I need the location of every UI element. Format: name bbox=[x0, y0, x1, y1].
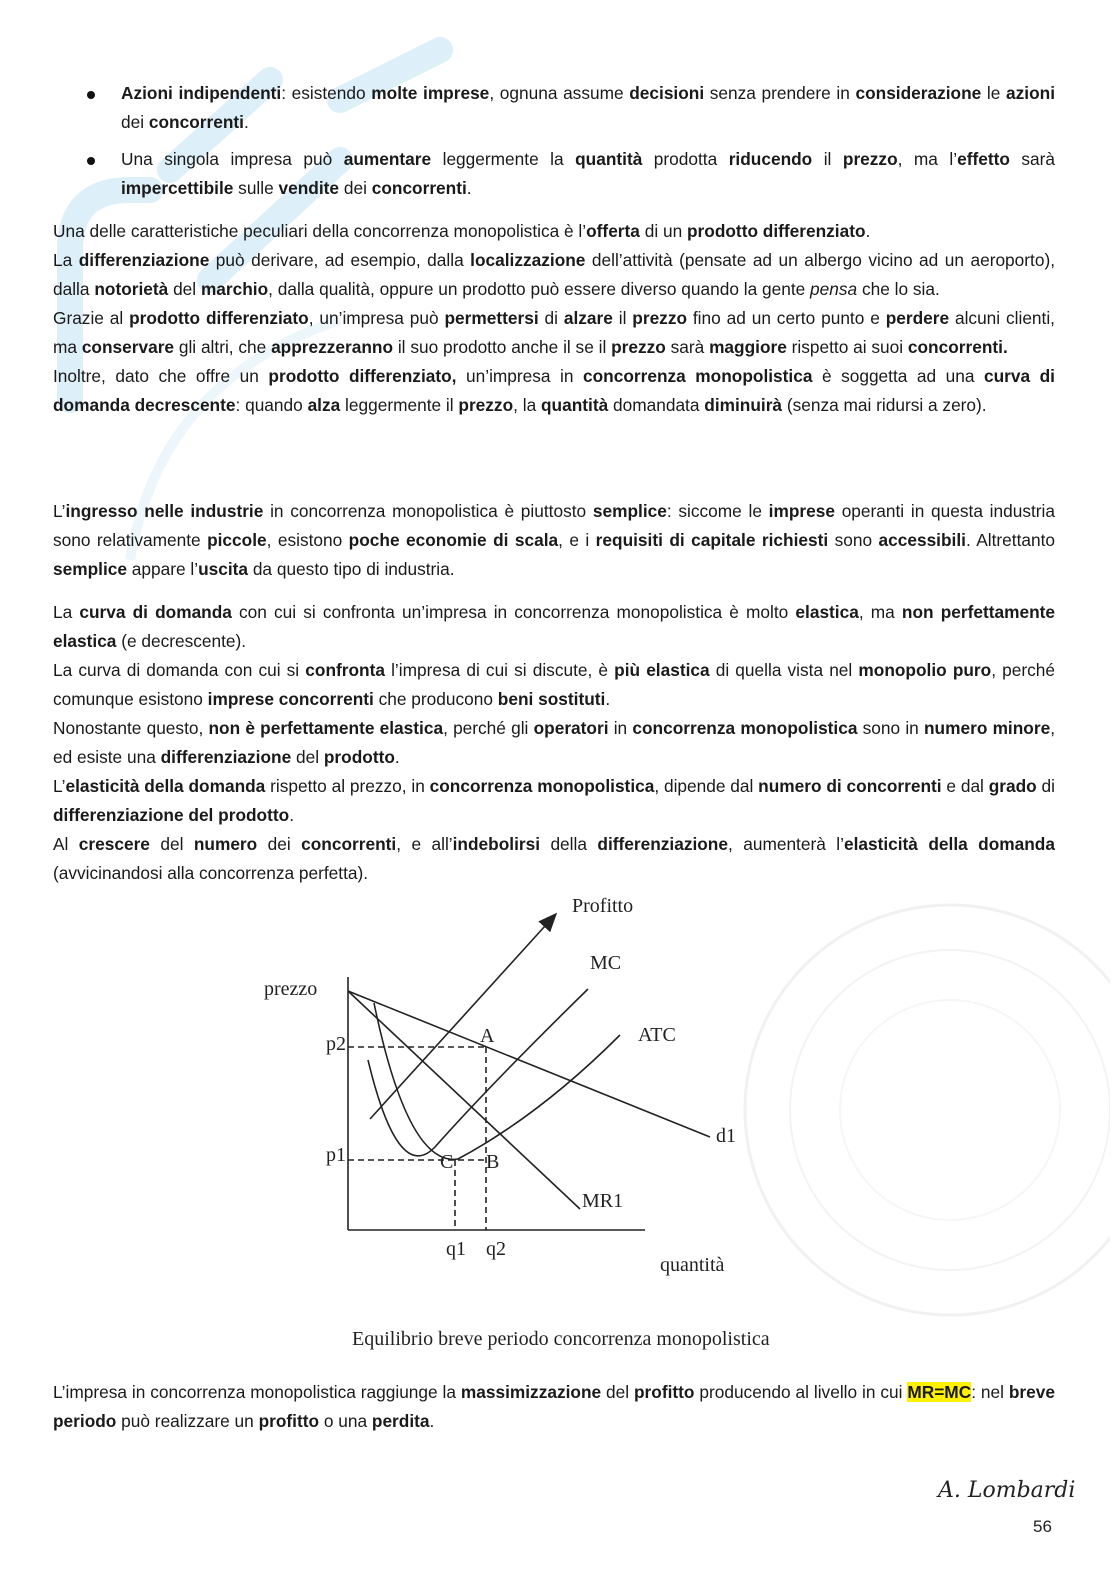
list-item bbox=[78, 145, 1055, 203]
bold-text: aumentare bbox=[343, 149, 432, 169]
text-run: , ognuna assume bbox=[489, 83, 630, 103]
text-run: di bbox=[538, 308, 564, 328]
text-run: dei bbox=[121, 112, 149, 132]
page-number: 56 bbox=[1033, 1517, 1052, 1536]
bold-text: prodotto differenziato bbox=[686, 221, 866, 241]
label-point-a: A bbox=[480, 1025, 495, 1047]
bold-text: numero bbox=[193, 834, 258, 854]
text-run: del bbox=[601, 1382, 634, 1402]
bold-text: grado bbox=[988, 776, 1037, 796]
text-run: (avvicinandosi alla concorrenza perfetta). bbox=[53, 863, 369, 883]
bold-text: offerta bbox=[586, 221, 640, 241]
text-run: con cui si confronta un’impresa in concorrenza monopolistica è molto bbox=[231, 602, 796, 622]
bold-text: differenziazione bbox=[597, 834, 728, 854]
paragraph bbox=[53, 714, 1055, 772]
bold-text: concorrenti bbox=[301, 834, 397, 854]
text-run: (senza mai ridursi a zero). bbox=[782, 395, 987, 415]
bold-text: prodotto bbox=[323, 747, 395, 767]
text-run: . bbox=[289, 805, 294, 825]
text-run: può derivare, ad esempio, dalla bbox=[209, 250, 471, 270]
equilibrium-diagram bbox=[250, 885, 860, 1360]
bold-text: profitto bbox=[633, 1382, 695, 1402]
text-run: . bbox=[466, 178, 472, 198]
text-run: L’impresa in concorrenza monopolistica raggiunge la bbox=[53, 1382, 461, 1402]
bold-text: prezzo bbox=[458, 395, 514, 415]
bold-text: piccole bbox=[207, 530, 267, 550]
text-run: in concorrenza monopolistica è piuttosto bbox=[263, 501, 593, 521]
paragraph bbox=[53, 362, 1055, 420]
text-run: La bbox=[53, 250, 79, 270]
text-run: Al bbox=[53, 834, 79, 854]
label-mr1: MR1 bbox=[582, 1190, 624, 1212]
bold-text: permettersi bbox=[444, 308, 539, 328]
text-run: il suo prodotto anche il se il bbox=[393, 337, 612, 357]
text-run: producendo al livello in cui bbox=[694, 1382, 908, 1402]
label-q1: q1 bbox=[446, 1238, 466, 1260]
text-run: o una bbox=[319, 1411, 372, 1431]
text-run: , perché gli bbox=[443, 718, 534, 738]
text-run: , e all’ bbox=[396, 834, 453, 854]
text-run: di bbox=[1036, 776, 1055, 796]
bold-text: curva di domanda decrescente bbox=[53, 366, 1055, 415]
text-run: sono bbox=[828, 530, 879, 550]
bold-text: prezzo bbox=[611, 337, 666, 357]
text-run: alcuni clienti, ma bbox=[53, 308, 1055, 357]
text-run: del bbox=[168, 279, 201, 299]
bold-text: concorrenza monopolistica bbox=[583, 366, 813, 386]
bold-text: differenziazione bbox=[78, 250, 210, 270]
text-run: senza prendere in bbox=[704, 83, 856, 103]
paragraph bbox=[53, 246, 1055, 304]
paragraph bbox=[53, 830, 1055, 888]
paragraph bbox=[53, 217, 1055, 246]
bold-text: marchio bbox=[200, 279, 269, 299]
text-run: , ma l’ bbox=[897, 149, 958, 169]
text-run: di quella vista nel bbox=[709, 660, 859, 680]
bold-text: poche economie di scala bbox=[348, 530, 559, 550]
bold-text: concorrenza monopolistica bbox=[429, 776, 655, 796]
text-run: operanti in questa industria sono relativamente bbox=[53, 501, 1055, 550]
text-run: di un bbox=[639, 221, 687, 241]
bold-text: prezzo bbox=[842, 149, 898, 169]
label-p1: p1 bbox=[326, 1144, 346, 1166]
text-run: le bbox=[981, 83, 1007, 103]
text-run: sarà bbox=[1009, 149, 1056, 169]
text-run: del bbox=[149, 834, 194, 854]
bold-text: breve periodo bbox=[53, 1382, 1055, 1431]
bold-text: riducendo bbox=[728, 149, 813, 169]
text-run: da questo tipo di industria. bbox=[248, 559, 455, 579]
bold-text: alza bbox=[307, 395, 341, 415]
text-run: . bbox=[605, 689, 611, 709]
profitto-arrow bbox=[370, 915, 555, 1119]
text-run: fino ad un certo punto e bbox=[687, 308, 886, 328]
bold-text: conservare bbox=[81, 337, 175, 357]
bold-text: maggiore bbox=[709, 337, 787, 357]
text-run: che lo sia. bbox=[857, 279, 940, 299]
text-run: e dal bbox=[941, 776, 989, 796]
text-run: leggermente il bbox=[340, 395, 459, 415]
label-mc: MC bbox=[590, 952, 622, 974]
bold-text: non è perfettamente elastica bbox=[208, 718, 444, 738]
bold-text: notorietà bbox=[94, 279, 169, 299]
text-run: sarà bbox=[665, 337, 710, 357]
bold-text: alzare bbox=[563, 308, 613, 328]
bold-text: quantità bbox=[540, 395, 609, 415]
text-run: Nonostante questo, bbox=[53, 718, 209, 738]
text-run: : quando bbox=[235, 395, 308, 415]
paragraph bbox=[53, 598, 1055, 656]
text-run: , ed esiste una bbox=[53, 718, 1055, 767]
section-equilibrio bbox=[53, 1378, 1055, 1436]
label-atc: ATC bbox=[638, 1024, 676, 1046]
text-run: La curva di domanda con cui si bbox=[53, 660, 306, 680]
text-run: , ma bbox=[858, 602, 902, 622]
text-run: gli altri, che bbox=[174, 337, 272, 357]
figure-caption: Equilibrio breve periodo concorrenza monopolistica bbox=[352, 1328, 770, 1350]
paragraph bbox=[53, 656, 1055, 714]
bold-text: impercettibile bbox=[121, 178, 234, 198]
bold-text: concorrenti bbox=[371, 178, 467, 198]
bold-text: prodotto differenziato, bbox=[268, 366, 457, 386]
bold-text: prezzo bbox=[632, 308, 688, 328]
text-run: , perché comunque esistono bbox=[53, 660, 1055, 709]
text-run: . bbox=[394, 747, 400, 767]
bold-text: non perfettamente elastica bbox=[53, 602, 1055, 651]
text-run: Una singola impresa può bbox=[121, 149, 344, 169]
bold-text: curva di domanda bbox=[79, 602, 232, 622]
text-run: sono in bbox=[857, 718, 924, 738]
bold-text: localizzazione bbox=[470, 250, 586, 270]
text-run: . bbox=[865, 221, 871, 241]
bold-text: beni sostituti bbox=[497, 689, 606, 709]
list-item bbox=[78, 79, 1055, 137]
bold-text: molte imprese bbox=[371, 83, 490, 103]
bold-text: numero di concorrenti bbox=[758, 776, 942, 796]
text-run: L’ bbox=[53, 501, 66, 521]
marginal-revenue-curve-mr1 bbox=[348, 991, 580, 1209]
bold-text: semplice bbox=[53, 559, 127, 579]
label-p2: p2 bbox=[326, 1033, 346, 1055]
label-profitto: Profitto bbox=[572, 895, 634, 917]
bold-text: numero minore bbox=[924, 718, 1051, 738]
section-curva-domanda bbox=[53, 598, 1055, 888]
bold-text: più elastica bbox=[614, 660, 710, 680]
text-run: Inoltre, dato che offre un bbox=[53, 366, 269, 386]
text-run: , e i bbox=[558, 530, 596, 550]
text-run: della bbox=[540, 834, 598, 854]
paragraph bbox=[53, 497, 1055, 584]
demand-curve-d1 bbox=[348, 991, 710, 1137]
label-point-c: C bbox=[440, 1151, 454, 1173]
bold-text: azioni bbox=[1006, 83, 1055, 103]
bold-text: differenziazione bbox=[160, 747, 292, 767]
paragraph bbox=[53, 772, 1055, 830]
bold-text: MR=MC bbox=[907, 1382, 972, 1402]
bold-text: profitto bbox=[258, 1411, 320, 1431]
label-quantita: quantità bbox=[660, 1254, 725, 1276]
section-differenziazione bbox=[53, 217, 1055, 420]
text-run: , aumenterà l’ bbox=[727, 834, 844, 854]
bold-text: considerazione bbox=[855, 83, 982, 103]
bold-text: Azioni indipendenti bbox=[121, 83, 282, 103]
bullet-text bbox=[121, 83, 1055, 132]
author-signature: A. Lombardi bbox=[938, 1478, 1076, 1503]
bold-text: imprese concorrenti bbox=[207, 689, 374, 709]
label-prezzo: prezzo bbox=[264, 978, 318, 1000]
text-run: (e decrescente). bbox=[116, 631, 247, 651]
bold-text: operatori bbox=[533, 718, 609, 738]
bold-text: imprese bbox=[768, 501, 835, 521]
bold-text: concorrenza monopolistica bbox=[632, 718, 858, 738]
text-run: che producono bbox=[373, 689, 498, 709]
bold-text: concorrenti. bbox=[907, 337, 1008, 357]
bold-text: apprezzeranno bbox=[271, 337, 394, 357]
bold-text: perdita bbox=[371, 1411, 430, 1431]
bold-text: prodotto differenziato bbox=[129, 308, 309, 328]
label-point-b: B bbox=[486, 1151, 500, 1173]
text-run: può realizzare un bbox=[116, 1411, 259, 1431]
text-run: , un’impresa può bbox=[308, 308, 445, 328]
text-run: La bbox=[53, 602, 80, 622]
text-run: : siccome le bbox=[666, 501, 769, 521]
bold-text: differenziazione del prodotto bbox=[53, 805, 290, 825]
bullet-icon bbox=[87, 157, 95, 165]
text-run: Grazie al bbox=[53, 308, 130, 328]
bold-text: requisiti di capitale richiesti bbox=[595, 530, 829, 550]
bold-text: uscita bbox=[198, 559, 249, 579]
text-run: , dipende dal bbox=[654, 776, 759, 796]
label-q2: q2 bbox=[486, 1238, 506, 1260]
bold-text: diminuirà bbox=[704, 395, 783, 415]
section-ingresso bbox=[53, 497, 1055, 584]
diagram-svg bbox=[250, 885, 860, 1360]
bullet-text bbox=[121, 149, 1055, 198]
text-run: dei bbox=[339, 178, 372, 198]
text-run: L’ bbox=[53, 776, 66, 796]
text-run: Una delle caratteristiche peculiari della concorrenza monopolistica è l’ bbox=[53, 221, 587, 241]
bold-text: monopolio puro bbox=[858, 660, 992, 680]
text-run: , la bbox=[513, 395, 541, 415]
bold-text: elastica bbox=[795, 602, 859, 622]
text-run: : nel bbox=[971, 1382, 1009, 1402]
bold-text: concorrenti bbox=[148, 112, 244, 132]
text-run: , esistono bbox=[266, 530, 349, 550]
text-run: . Altrettanto bbox=[965, 530, 1055, 550]
bold-text: elasticità della domanda bbox=[65, 776, 266, 796]
bold-text: elasticità della domanda bbox=[843, 834, 1055, 854]
label-d1: d1 bbox=[716, 1125, 736, 1147]
text-run: , dalla qualità, oppure un prodotto può essere diverso quando la gente bbox=[268, 279, 811, 299]
text-run: : esistendo bbox=[281, 83, 372, 103]
text-run: è soggetta ad una bbox=[812, 366, 984, 386]
bold-text: effetto bbox=[957, 149, 1010, 169]
text-run: in bbox=[608, 718, 633, 738]
text-run: rispetto ai suoi bbox=[786, 337, 908, 357]
text-run: . bbox=[243, 112, 249, 132]
text-run: dell’attività (pensate ad un albergo vicino ad un aeroporto), dalla bbox=[53, 250, 1056, 299]
bold-text: indebolirsi bbox=[452, 834, 541, 854]
text-run: leggermente la bbox=[431, 149, 576, 169]
bold-text: ingresso nelle industrie bbox=[65, 501, 264, 521]
text-run: il bbox=[812, 149, 843, 169]
bullet-list bbox=[78, 79, 1055, 211]
italic-text: pensa bbox=[810, 279, 858, 299]
text-run: l’impresa di cui si discute, è bbox=[384, 660, 615, 680]
bold-text: confronta bbox=[305, 660, 385, 680]
text-run: dei bbox=[257, 834, 302, 854]
bold-text: crescere bbox=[78, 834, 150, 854]
bold-text: decisioni bbox=[629, 83, 705, 103]
paragraph bbox=[53, 1378, 1055, 1436]
bold-text: perdere bbox=[885, 308, 950, 328]
bold-text: vendite bbox=[278, 178, 340, 198]
text-run: domandata bbox=[608, 395, 705, 415]
text-run: . bbox=[429, 1411, 435, 1431]
paragraph bbox=[53, 304, 1055, 362]
marginal-cost-curve-mc bbox=[368, 989, 588, 1156]
text-run: il bbox=[612, 308, 633, 328]
bold-text: semplice bbox=[592, 501, 667, 521]
text-run: rispetto al prezzo, in bbox=[265, 776, 430, 796]
text-run: un’impresa in bbox=[456, 366, 584, 386]
text-run: sulle bbox=[233, 178, 279, 198]
bold-text: quantità bbox=[575, 149, 643, 169]
text-run: appare l’ bbox=[126, 559, 199, 579]
bullet-icon bbox=[87, 91, 95, 99]
bold-text: massimizzazione bbox=[460, 1382, 602, 1402]
text-run: del bbox=[291, 747, 324, 767]
bold-text: accessibili bbox=[878, 530, 966, 550]
text-run: prodotta bbox=[642, 149, 729, 169]
